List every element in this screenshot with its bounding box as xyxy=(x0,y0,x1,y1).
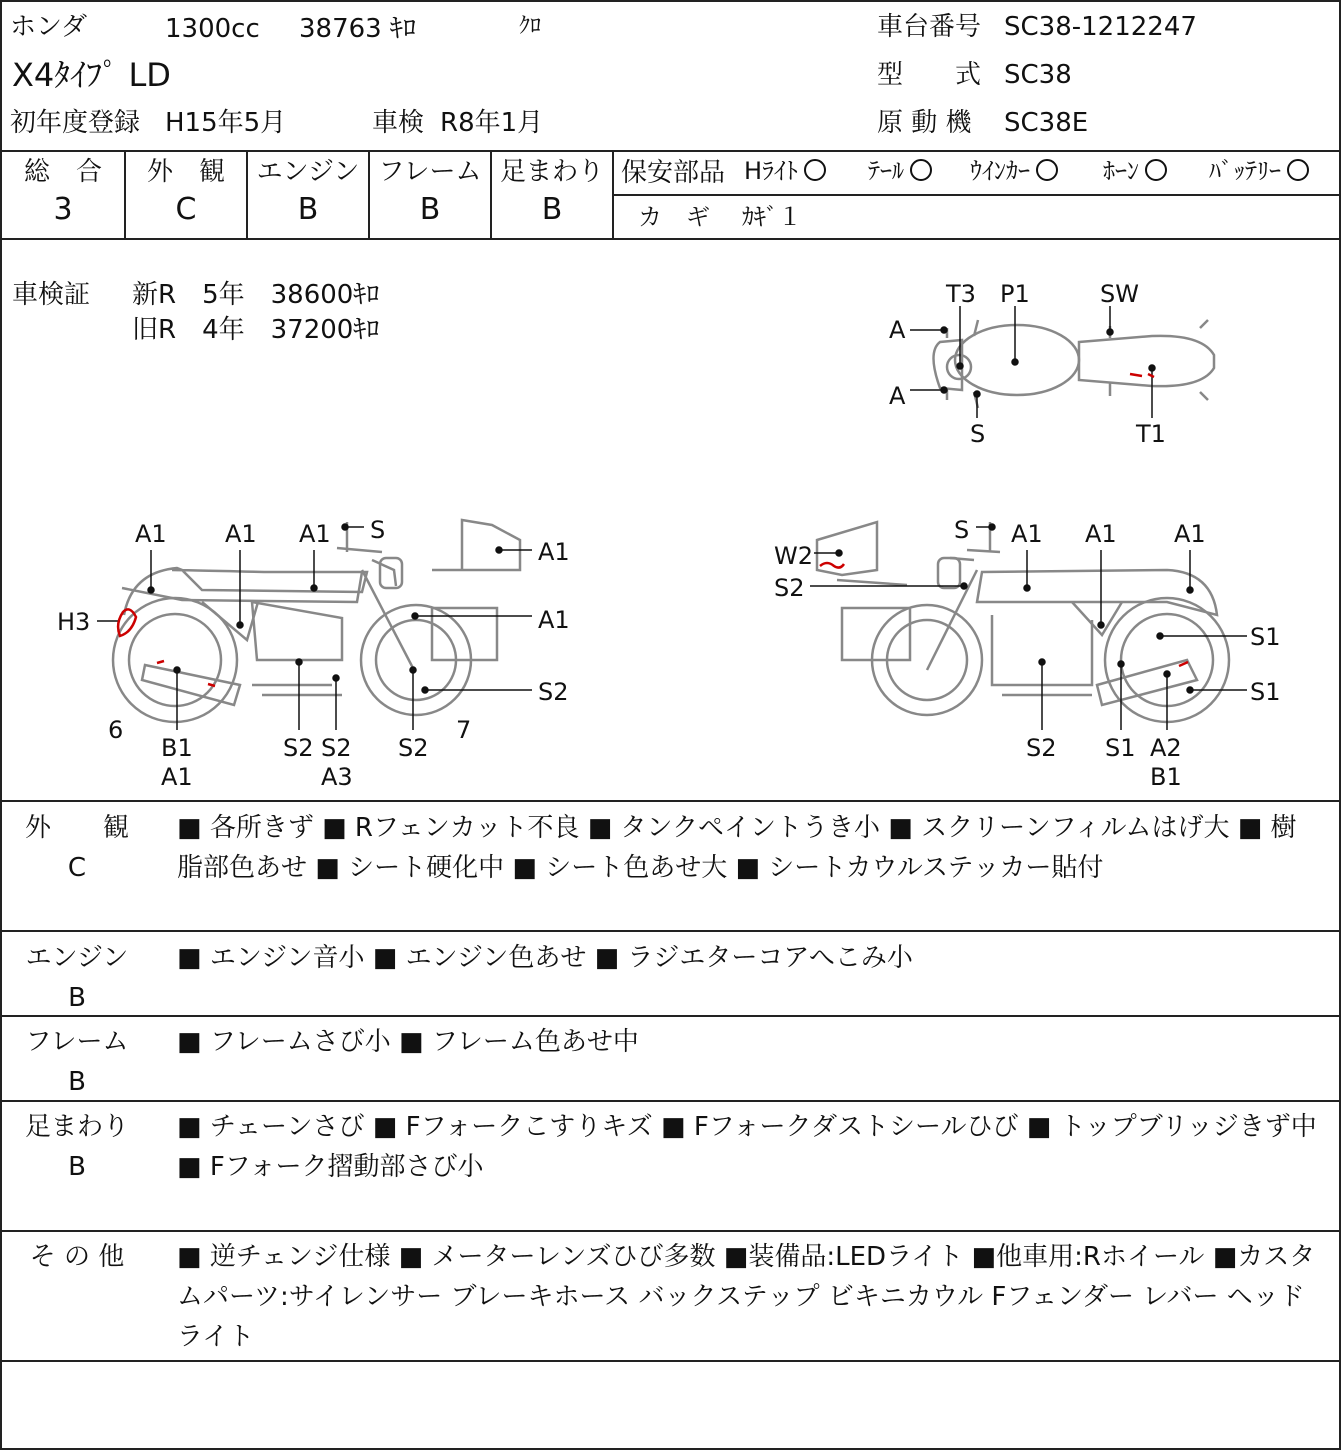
section-text: ■ チェーンさび ■ Fフォークこすりキズ ■ Fフォークダストシールひび ■ トップブリッジきず中 ■ Fフォーク摺動部さび小 xyxy=(177,1112,1317,1182)
engine-label: 原 動 機 xyxy=(877,108,972,138)
grade-value: C xyxy=(175,192,197,227)
divider xyxy=(2,800,1339,802)
grade-label: 総 合 xyxy=(23,157,102,187)
first-registration-value: H15年5月 xyxy=(165,108,287,138)
model-name: X4ﾀｲﾌﾟ LD xyxy=(12,56,171,94)
ok-circle-icon xyxy=(1036,159,1058,181)
diagram-label: SW xyxy=(1100,280,1139,308)
diagram-label: 7 xyxy=(456,716,472,744)
grade-value: 3 xyxy=(53,192,73,227)
divider xyxy=(2,1015,1339,1017)
first-registration-label: 初年度登録 xyxy=(10,108,141,138)
section-label: 外 観 xyxy=(24,813,129,843)
diagram-label: B1 xyxy=(1150,763,1182,791)
diagram-label: T3 xyxy=(946,280,976,308)
certificate-old: 旧R 4年 37200ｷﾛ xyxy=(132,315,380,345)
diagram-label: 6 xyxy=(108,716,124,744)
section-grade: C xyxy=(67,853,87,883)
section-label: フレーム xyxy=(25,1027,129,1057)
safety-parts-title: 保安部品 xyxy=(621,158,726,188)
diagram-label: S2 xyxy=(398,734,429,762)
grade-engine xyxy=(248,152,368,238)
diagram-label: T1 xyxy=(1136,420,1166,448)
mileage: 38763 ｷﾛ xyxy=(299,14,416,44)
diagram-label: P1 xyxy=(1000,280,1030,308)
divider xyxy=(2,1100,1339,1102)
inspection-value: R8年1月 xyxy=(440,108,544,138)
diagram-label: A1 xyxy=(538,538,570,566)
section-text: ■ エンジン音小 ■ エンジン色あせ ■ ラジエターコアへこみ小 xyxy=(177,943,913,973)
diagram-label: S xyxy=(954,516,970,544)
safety-item-headlight xyxy=(744,156,826,186)
diagram-label: H3 xyxy=(57,608,91,636)
ok-circle-icon xyxy=(1145,159,1167,181)
grade-label: エンジン xyxy=(256,157,360,187)
safety-item-label: ﾊﾞｯﾃﾘｰ xyxy=(1209,157,1281,185)
frame-no-value: SC38-1212247 xyxy=(1004,12,1197,42)
section-text: ■ 逆チェンジ仕様 ■ メーターレンズひび多数 ■装備品:LEDライト ■他車用:Rホイール ■カスタムパーツ:サイレンサー ブレーキホース バックステップ ビキニカウル Fフェンダー レバー ヘッドライト xyxy=(177,1242,1316,1352)
diagram-label: S2 xyxy=(538,678,569,706)
grade-label: 外 観 xyxy=(146,157,225,187)
divider xyxy=(2,1360,1339,1362)
divider xyxy=(2,930,1339,932)
key-label: カ ギ xyxy=(638,203,710,231)
diagram-label: A2 xyxy=(1150,734,1182,762)
safety-item-label: ﾎｰﾝ xyxy=(1103,157,1139,185)
diagram-label: A xyxy=(889,382,906,410)
diagram-label: S2 xyxy=(1026,734,1057,762)
section-label: そ の 他 xyxy=(29,1242,125,1272)
diagram-label: S2 xyxy=(283,734,314,762)
diagram-label: S1 xyxy=(1250,678,1281,706)
ok-circle-icon xyxy=(1287,159,1309,181)
diagram-label: A1 xyxy=(225,520,257,548)
certificate-new: 新R 5年 38600ｷﾛ xyxy=(132,280,380,310)
safety-item-label: Hﾗｲﾄ xyxy=(744,157,799,185)
certificate-label: 車検証 xyxy=(12,280,91,310)
ok-circle-icon xyxy=(910,159,932,181)
diagram-label: S2 xyxy=(321,734,352,762)
divider xyxy=(614,194,1339,196)
safety-item-label: ﾃｰﾙ xyxy=(868,157,904,185)
diagram-label: W2 xyxy=(774,542,813,570)
grade-value: B xyxy=(541,192,563,227)
diagram-label: S1 xyxy=(1250,623,1281,651)
maker: ホンダ xyxy=(10,12,87,42)
diagram-label: S xyxy=(370,516,386,544)
inspection-label: 車検 xyxy=(372,108,425,138)
section-grade: B xyxy=(68,1152,86,1182)
mileage-unit-alt: ｸﾛ xyxy=(519,14,542,39)
key-value: ｶｷﾞ１ xyxy=(742,203,802,231)
grade-suspension xyxy=(492,152,612,238)
grade-value: B xyxy=(297,192,319,227)
left-side-bike xyxy=(113,520,520,722)
diagram-label: A xyxy=(889,316,906,344)
safety-item-label: ｳｲﾝｶｰ xyxy=(970,157,1030,185)
type-value: SC38 xyxy=(1004,60,1072,90)
diagram-label: S1 xyxy=(1105,734,1136,762)
grade-frame xyxy=(370,152,490,238)
safety-item-tail xyxy=(868,156,932,186)
section-label: エンジン xyxy=(25,943,129,973)
section-grade: B xyxy=(68,983,86,1013)
grade-overall xyxy=(2,152,124,238)
diagram-label: A1 xyxy=(161,763,193,791)
section-grade: B xyxy=(68,1067,86,1097)
grade-label: フレーム xyxy=(378,157,482,187)
safety-item-battery xyxy=(1209,156,1309,186)
diagram-label: A1 xyxy=(1085,520,1117,548)
diagram-label: A1 xyxy=(538,606,570,634)
section-text: ■ 各所きず ■ Rフェンカット不良 ■ タンクペイントうき小 ■ スクリーンフィルムはげ大 ■ 樹脂部色あせ ■ シート硬化中 ■ シート色あせ大 ■ シートカウルステッカー貼付 xyxy=(177,813,1297,883)
grade-exterior xyxy=(126,152,246,238)
divider xyxy=(2,1230,1339,1232)
section-text: ■ フレームさび小 ■ フレーム色あせ中 xyxy=(177,1027,639,1057)
engine-value: SC38E xyxy=(1004,108,1089,138)
displacement: 1300cc xyxy=(165,14,260,44)
safety-item-horn xyxy=(1103,156,1167,186)
diagram-label: A1 xyxy=(135,520,167,548)
diagram-label: S xyxy=(970,420,986,448)
ok-circle-icon xyxy=(804,159,826,181)
diagram-label: S2 xyxy=(774,574,805,602)
section-label: 足まわり xyxy=(24,1112,129,1142)
diagram-label: A3 xyxy=(321,763,353,791)
safety-item-winker xyxy=(970,156,1058,186)
grade-value: B xyxy=(419,192,441,227)
grade-label: 足まわり xyxy=(499,157,604,187)
damage-diagram xyxy=(2,240,1339,800)
diagram-label: B1 xyxy=(161,734,193,762)
type-label: 型 式 xyxy=(877,60,982,90)
diagram-label: A1 xyxy=(1011,520,1043,548)
diagram-label: A1 xyxy=(299,520,331,548)
diagram-label: A1 xyxy=(1174,520,1206,548)
frame-no-label: 車台番号 xyxy=(877,12,982,42)
